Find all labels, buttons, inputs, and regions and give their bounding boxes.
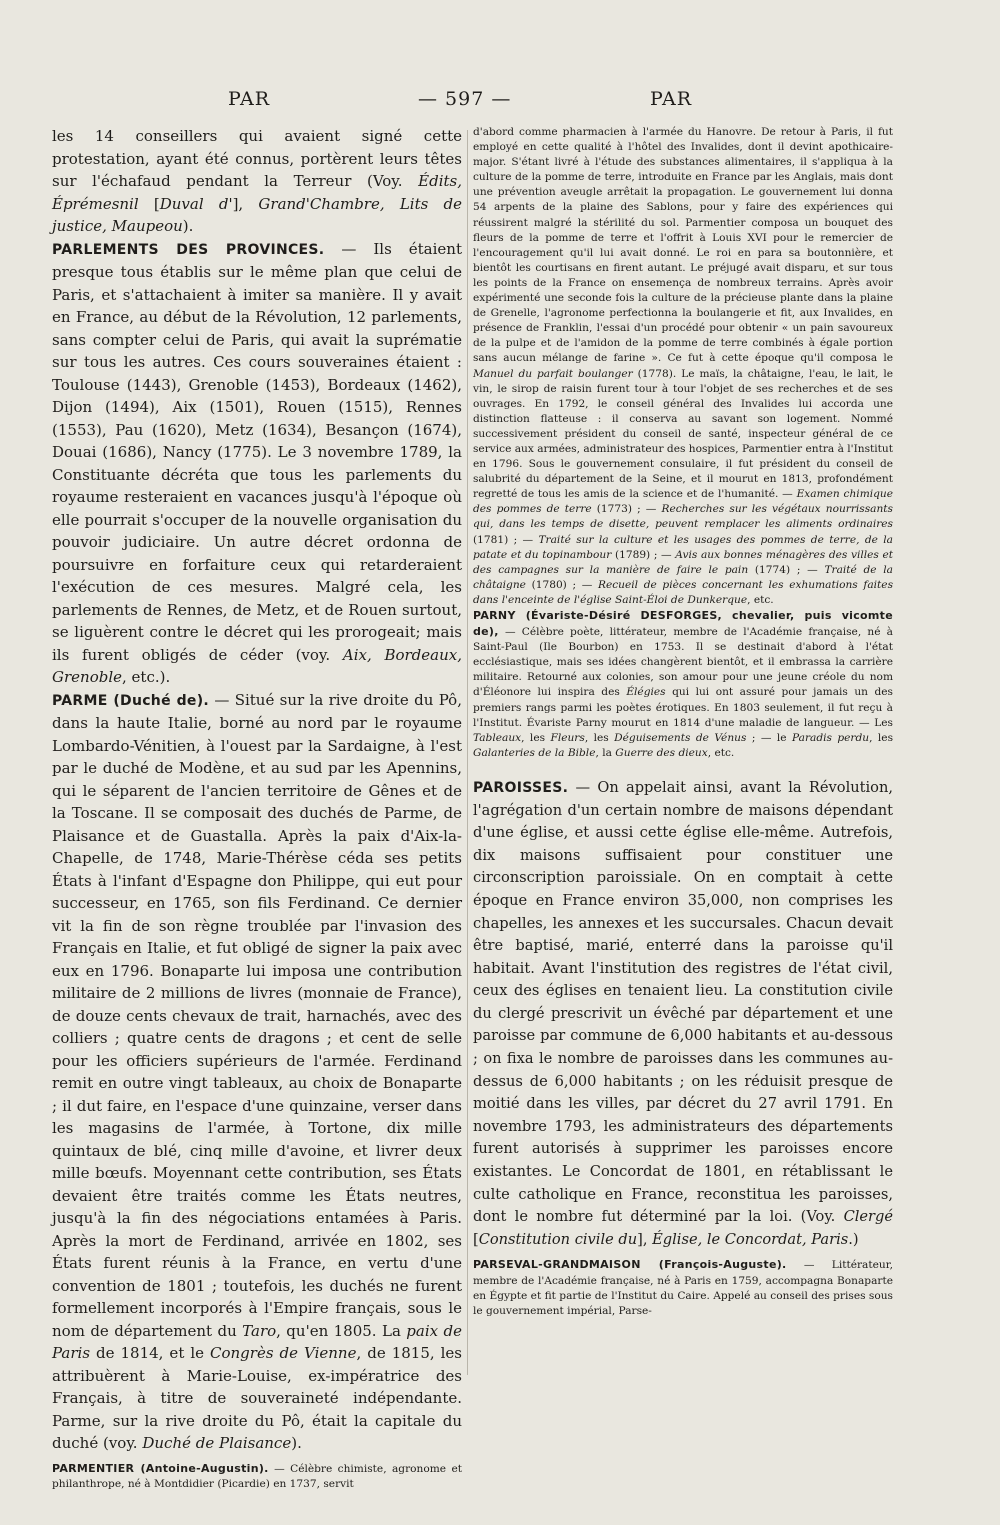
left-column [52, 125, 463, 1490]
entry-parlements-des-provinces: PARLEMENTS DES PROVINCES. — Ils étaient presque tous établis sur le même plan que celui de Paris, et s'attachaient à imiter sa manière. Il y avait en France, au début de la Révolution, 12 parlements, sans compter celui de Paris, qui avait la suprématie sur tous les autres. Ces cours souveraines étaient : Toulouse (1443), Grenoble (1453), Bordeaux (1462), Dijon (1494), Aix (1501), Rouen (1515), Rennes (1553), Pau (1620), Metz (1634), Besançon (1674), Douai (1686), Nancy (1775). Le 3 novembre 1789, la Constituante décréta que tous les parlements du royaume resteraient en vacances jusqu'à l'époque où elle pourrait s'occuper de la nouvelle organisation du pouvoir judiciaire. Un autre décret ordonna de poursuivre en forfaiture ceux qui retarderaient l'exécution de ces mesures. Malgré cela, les parlements de Rennes, de Metz, et de Rouen surtout, se liguèrent contre le décret qui les prorogeait; mais ils furent obligés de céder (voy. Aix, Bordeaux, Grenoble, etc.). [52, 239, 462, 686]
page-number: — 597 — [418, 88, 512, 110]
entry-parseval-grandmaison: PARSEVAL-GRANDMAISON (François-Auguste). — Littérateur, membre de l'Académie française, né à Paris en 1759, accompagna Bonaparte en Égypte et fit partie de l'Institut du Caire. Appelé au conseil des prises sous le gouvernement impérial, Parse- [473, 1258, 893, 1317]
entry-paroisses: PAROISSES. — On appelait ainsi, avant la Révolution, l'agrégation d'un certain nombre de maisons dépendant d'une église, et aussi cette église elle-même. Autrefois, dix maisons suffisaient pour constituer une circonscription paroissiale. On en comptait à cette époque en France environ 35,000, non comprises les chapelles, les annexes et les succursales. Chacun devait être baptisé, marié, enterré dans la paroisse qu'il habitait. Avant l'institution des registres de l'état civil, ceux des églises en tenaient lieu. La constitution civile du clergé prescrivit un évêché par département et une paroisse par commune de 6,000 habitants et au-dessous ; on fixa le nombre de paroisses dans les communes au-dessus de 6,000 habitants ; on les réduisit presque de moitié dans les villes, par décret du 27 avril 1791. En novembre 1793, les administrateurs des départements furent autorisés à supprimer les paroisses encore existantes. Le Concordat de 1801, en rétablissant le culte catholique en France, reconstitua les paroisses, dont le nombre fut déterminé par la loi. (Voy. Clergé [Constitution civile du], Église, le Concordat, Paris.) [473, 778, 893, 1248]
running-head-right: PAR [650, 88, 693, 110]
running-head [0, 88, 1000, 118]
entry-parny: PARNY (Évariste-Désiré DESFORGES, chevalier, puis vicomte de), — Célèbre poète, littérateur, membre de l'Académie française, né à Saint-Paul (Ile Bourbon) en 1753. Il se destinait d'abord à l'état ecclésiastique, mais ses idées changèrent bientôt, et il embrassa la carrière militaire. Retourné aux colonies, son amour pour une jeune créole du nom d'Éléonore lui inspira des Élégies qui lui ont assuré pour jamais un des premiers rangs parmi les poètes érotiques. En 1803 seulement, il fut reçu à l'Institut. Évariste Parny mourut en 1814 d'une maladie de langueur. — Les Tableaux, les Fleurs, les Déguisements de Vénus ; — le Paradis perdu, les Galanteries de la Bible, la Guerre des dieux, etc. [473, 609, 894, 759]
entry-heading: PARLEMENTS DES PROVINCES. [52, 241, 325, 258]
entry-heading: PARSEVAL-GRANDMAISON (François-Auguste). [473, 1258, 787, 1272]
entry-parmentier: PARMENTIER (Antoine-Augustin). — Célèbre chimiste, agronome et philanthrope, né à Montdidier (Picardie) en 1737, servit [52, 1461, 462, 1490]
column-divider [467, 130, 468, 1375]
entry-heading: PARNY (Évariste-Désiré DESFORGES, chevalier, puis vicomte de), [473, 609, 893, 639]
entry-heading: PARMENTIER (Antoine-Augustin). [52, 1461, 269, 1475]
running-head-left: PAR [228, 88, 271, 110]
entry-parmentier-continued: d'abord comme pharmacien à l'armée du Hanovre. De retour à Paris, il fut employé en cette qualité à l'hôtel des Invalides, dont il devint apothicaire-major. S'étant livré à l'étude des substances alimentaires, il s'appliqua à la culture de la pomme de terre, introduite en France par les Anglais, mais dont une prévention aveugle arrêtait la propagation. Le gouvernement lui donna 54 arpents de la plaine des Sablons, pour y faire des expériences qui réussirent malgré la stérilité du sol. Parmentier composa un bouquet des fleurs de la pomme de terre et l'offrit à Louis XVI pour le remercier de l'encouragement qu'il lui avait donné. Le roi en para sa boutonnière, et bientôt les courtisans en firent autant. Le préjugé avait disparu, et sur tous les points de la France on ensemença de nombreux terrains. Après avoir expérimenté une seconde fois la culture de la précieuse plante dans la plaine de Grenelle, l'agronome perfectionna la boulangerie et fit, aux Invalides, en présence de Franklin, l'essai d'un procédé pour obtenir « un pain savoureux de la pulpe et de l'amidon de la pomme de terre combinés à égale portion sans aucun mélange de farine ». Ce fut à cette époque qu'il composa le Manuel du parfait boulanger (1778). Le maïs, la châtaigne, l'eau, le lait, le vin, le sirop de raisin furent tour à tour l'objet de ses recherches et de ses ouvrages. En 1792, le conseil général des Invalides lui accorda une distinction flatteuse : il conserva au savant son logement. Nommé successivement président du conseil de santé, inspecteur général de ce service aux armées, administrateur des hospices, Parmentier entra à l'Institut en 1796. Sous le gouvernement consulaire, il fut président du conseil de salubrité du département de la Seine, et il mourut en 1813, profondément regretté de tous les amis de la science et de l'humanité. — Examen chimique des pommes de terre (1773) ; — Recherches sur les végétaux nourrissants qui, dans les temps de disette, peuvent remplacer les aliments ordinaires (1781) ; — Traité sur la culture et les usages des pommes de terre, de la patate et du topinambour (1789) ; — Avis aux bonnes ménagères des villes et des campagnes sur la manière de faire le pain (1774) ; — Traité de la châtaigne (1780) ; — Recueil de pièces concernant les exhumations faites dans l'enceinte de l'église Saint-Éloi de Dunkerque, etc. [473, 126, 894, 606]
entry-parme: PARME (Duché de). — Situé sur la rive droite du Pô, dans la haute Italie, borné au nord par le royaume Lombardo-Vénitien, à l'ouest par la Sardaigne, à l'est par le duché de Modène, et au sud par les Apennins, qui le séparent de l'ancien territoire de Gênes et de la Toscane. Il se composait des duchés de Parme, de Plaisance et de Guastalla. Après la paix d'Aix-la-Chapelle, de 1748, Marie-Thérèse céda ses petits États à l'infant d'Espagne don Philippe, qui eut pour successeur, en 1765, son fils Ferdinand. Ce dernier vit la fin de son règne troublée par l'invasion des Français en Italie, et fut obligé de signer la paix avec eux en 1796. Bonaparte lui imposa une contribution militaire de 2 millions de livres (monnaie de France), de douze cents chevaux de trait, harnachés, avec des colliers ; quatre cents de dragons ; et cent de selle pour les officiers supérieurs de l'armée. Ferdinand remit en outre vingt tableaux, au choix de Bonaparte ; il dut faire, en l'espace d'une quinzaine, verser dans les magasins de l'armée, à Tortone, dix mille quintaux de blé, cinq mille d'avoine, et livrer deux mille bœufs. Moyennant cette contribution, ses États devaient être traités comme les États neutres, jusqu'à la fin des négociations entamées à Paris. Après la mort de Ferdinand, arrivée en 1802, ses États furent réunis à la France, en vertu d'une convention de 1801 ; toutefois, les duchés ne furent formellement incorporés à l'Empire français, sous le nom de département du Taro, qu'en 1805. La paix de Paris de 1814, et le Congrès de Vienne, de 1815, les attribuèrent à Marie-Louise, ex-impératrice des Français, à titre de souveraineté indépendante. Parme, sur la rive droite du Pô, était la capitale du duché (voy. Duché de Plaisance). [52, 690, 462, 1452]
entry-heading: PAROISSES. [473, 779, 569, 796]
entry-continuation: les 14 conseillers qui avaient signé cette protestation, ayant été connus, portèrent leurs têtes sur l'échafaud pendant la Terreur (Voy. Édits, Éprémesnil [Duval d'], Grand'Chambre, Lits de justice, Maupeou). [52, 127, 463, 235]
right-column [473, 125, 893, 1380]
entry-heading: PARME (Duché de). [52, 692, 210, 709]
